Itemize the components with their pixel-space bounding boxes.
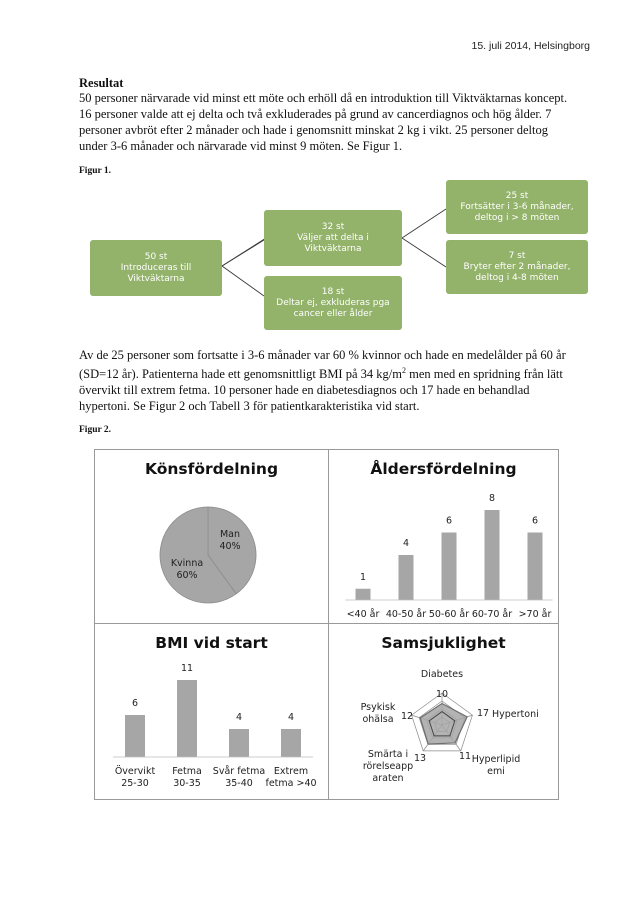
bmi-chart-value-3: 4 [287,712,295,723]
radar-value-4: 12 [400,711,414,722]
bmi-chart-value-1: 11 [180,663,194,674]
pie-label-man-percent: 40% [219,541,241,552]
bmi-chart-category-1-line-1: 30-35 [173,778,201,789]
paragraph-2-superscript: 2 [401,366,406,375]
age-chart-bar-4 [528,533,543,601]
bmi-chart-value-0: 6 [131,698,139,709]
age-chart-category-2-line-0: 50-60 år [428,609,470,620]
bmi-chart-value-2: 4 [235,712,243,723]
bmi-chart-category-0-line-1: 25-30 [121,778,149,789]
bmi-chart-category-2-line-1: 35-40 [225,778,253,789]
bmi-chart-category-3-line-0: Extrem [273,766,309,777]
pie-label-woman-name: Kvinna [170,558,204,569]
results-paragraph-1: 50 personer närvarade vid minst ett möte och erhöll då en introduktion till Viktväktarnas koncept. 16 personer valde att ej delta och två exkluderades på grund av cancerdiagnos och hög ålder. 7 personer avbröt efter 2 månader och hade i genomsnitt minskat 2 kg i vikt. 25 personer deltog under 3-6 månader och närvarade vid minst 9 möten. Se Figur 1. [79,91,568,153]
flow-excluded-text-2: cancer eller ålder [293,308,373,319]
age-chart-value-0: 1 [359,571,367,583]
flow-join-count: 32 st [321,221,345,232]
flow-continue-text-2: deltog i > 8 möten [474,212,560,223]
bmi-chart-category-1-line-0: Fetma [172,766,202,777]
figure-2-label: Figur 2. [79,425,112,435]
radar-value-3: 13 [413,753,427,764]
flow-intro-count: 50 st [144,251,168,262]
radar-category-2-line-1: emi [487,766,505,777]
flow-join-text-2: Viktväktarna [304,243,362,254]
radar-series-area [420,704,467,745]
radar-category-4-line-1: ohälsa [362,714,394,725]
age-chart-bar-0 [356,589,371,600]
radar-value-1: 17 [476,708,490,719]
age-chart-value-3: 8 [488,493,496,504]
radar-category-2-line-0: Hyperlipid [471,754,521,765]
bmi-chart-category-2-line-0: Svår fetma [212,766,266,777]
age-chart-title: Åldersfördelning [370,460,517,478]
age-chart-bar-2 [442,533,457,601]
section-heading: Resultat [79,76,124,90]
radar-category-3-line-0: Smärta i [367,749,409,760]
age-chart-category-0-line-0: <40 år [346,609,380,620]
gender-chart-title: Könsfördelning [144,460,279,478]
radar-value-0: 10 [435,689,449,700]
flow-excluded-text-1: Deltar ej, exkluderas pga [276,297,390,308]
bmi-chart-bar-2 [229,729,249,757]
pie-label-woman-percent: 60% [176,570,198,581]
flow-join-text-1: Väljer att delta i [297,232,369,243]
bmi-chart-title: BMI vid start [155,634,268,652]
flow-dropout-count: 7 st [508,250,526,261]
flow-dropout-text-2: deltog i 4-8 möten [475,272,559,283]
bmi-chart-bar-3 [281,729,301,757]
age-chart-value-1: 4 [402,538,410,549]
age-chart-category-4-line-0: >70 år [518,609,552,620]
radar-value-2: 11 [458,751,472,762]
flow-intro-text-1: Introduceras till [120,262,192,273]
radar-category-0-line-0: Diabetes [420,669,464,680]
page-header: 15. juli 2014, Helsingborg [471,40,590,52]
age-chart-category-1-line-0: 40-50 år [385,609,427,620]
flow-dropout-text-1: Bryter efter 2 månader, [463,261,571,272]
bmi-chart-bar-0 [125,715,145,757]
age-chart-value-2: 6 [445,515,453,527]
radar-category-4-line-0: Psykisk [360,702,396,713]
paragraph-2-part-b: men med en spridning från lätt övervikt till extrem fetma. 10 personer hade en diabetesdiagnos och 17 hade en behandlad hypertoni. Se Figur 2 och Tabell 3 för patientkarakteristika vid start. [79,367,563,414]
pie-label-man-name: Man [219,529,241,540]
age-chart-bar-1 [399,555,414,600]
flow-continue-text-1: Fortsätter i 3-6 månader, [460,201,574,212]
flow-excluded-count: 18 st [321,286,345,297]
bmi-chart-category-3-line-1: fetma >40 [265,778,317,789]
flow-continue-count: 25 st [505,190,529,201]
age-chart-bar-3 [485,510,500,600]
age-chart-value-4: 6 [531,515,539,527]
bmi-chart-category-0-line-0: Övervikt [114,766,156,777]
figure-1-label: Figur 1. [79,166,112,176]
radar-category-1-line-0: Hypertoni [492,709,539,720]
radar-category-3-line-2: araten [372,773,404,784]
comorbidity-chart-title: Samsjuklighet [381,634,506,652]
age-chart-category-3-line-0: 60-70 år [471,609,513,620]
flow-intro-text-2: Viktväktarna [127,273,185,284]
paragraph-2-part-a: Av de 25 personer som fortsatte i 3-6 månader var 60 % kvinnor och hade en medelålder på 60 år (SD=12 år). Patienterna hade ett genomsnittligt BMI på 34 kg/m [79,348,566,382]
bmi-chart-bar-1 [177,680,197,757]
radar-category-3-line-1: rörelseapp [362,761,414,772]
